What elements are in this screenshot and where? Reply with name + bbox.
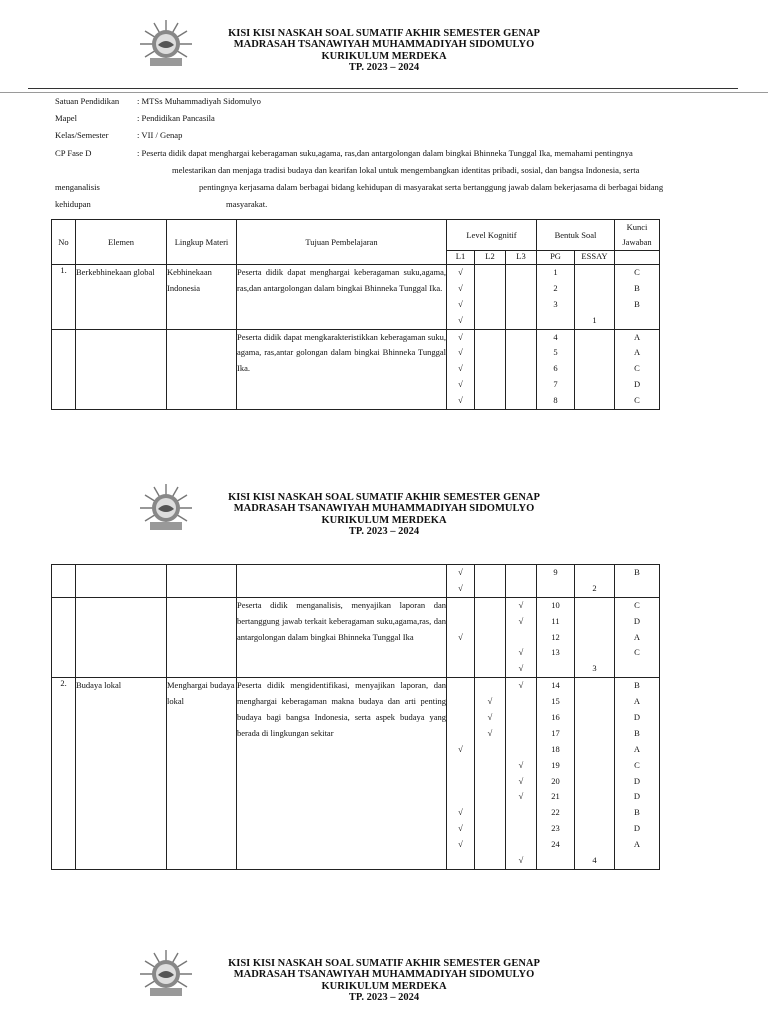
kelas-label: Kelas/Semester xyxy=(55,130,109,141)
mapel-label: Mapel xyxy=(55,113,77,124)
col-essay-header: ESSAY xyxy=(575,251,615,265)
col-pg-header: PG xyxy=(537,251,575,265)
l1-cell: √ √ √ √ xyxy=(447,265,475,330)
essay-cell: 3 xyxy=(575,597,615,677)
pg-cell: 4 5 6 7 8 xyxy=(537,329,575,409)
kelas-value: : VII / Genap xyxy=(137,130,183,141)
cp-line-2: melestarikan dan menjaga tradisi budaya dan kearifan lokal untuk mengembangkan identitas pribadi, sosial, dan bangsa Indonesia, serta xyxy=(172,164,640,175)
col-l2-header: L2 xyxy=(475,251,506,265)
muhammadiyah-logo-icon xyxy=(136,482,196,534)
muhammadiyah-logo-icon xyxy=(136,18,196,70)
header-divider-thin xyxy=(0,92,768,93)
cp-line-3a: menganalisis xyxy=(55,181,100,192)
col-l3-header: L3 xyxy=(506,251,537,265)
pg-cell: 1 2 3 xyxy=(537,265,575,330)
lingkup-cell: Kebhinekaan Indonesia xyxy=(167,265,237,330)
col-level-header: Level Kognitif xyxy=(447,220,537,251)
muhammadiyah-logo-icon xyxy=(136,948,196,1000)
l3-cell: √ √ √ √ xyxy=(506,597,537,677)
l1-cell: √ √ xyxy=(447,565,475,598)
kunci-cell: B A D B A C D D B D A xyxy=(615,678,660,870)
cp-line-3b: pentingnya kerjasama dalam berbagai bidang kehidupan di masyarakat serta bertanggung jawab dalam bekerjasama di berbagai bidang xyxy=(199,181,664,192)
elemen-cell: Budaya lokal xyxy=(76,678,167,870)
table-row xyxy=(52,597,660,677)
kunci-cell: C B B xyxy=(615,265,660,330)
table-row xyxy=(52,329,660,409)
l3-cell: √ √ √ √ √ xyxy=(506,678,537,870)
cp-line-4a: kehidupan xyxy=(55,199,91,210)
table-row xyxy=(52,265,660,330)
cp-line-1: : Peserta didik dapat menghargai keberagaman suku,agama, ras,dan antargolongan dalam bingkai Bhinneka Tunggal Ika, memahami pentingnya xyxy=(137,147,633,158)
cp-label: CP Fase D xyxy=(55,147,92,158)
document-title: KISI KISI NASKAH SOAL SUMATIF AKHIR SEMESTER GENAP MADRASAH TSANAWIYAH MUHAMMADIYAH SIDOMULYO KURIKULUM MERDEKA TP. 2023 – 2024 xyxy=(228,28,540,73)
essay-cell: 1 xyxy=(575,265,615,330)
kisi-table-page-2 xyxy=(51,564,660,870)
row-number: 2. xyxy=(52,678,76,870)
col-elemen-header: Elemen xyxy=(76,220,167,265)
essay-cell: 4 xyxy=(575,678,615,870)
l1-cell: √ √ √ √ √ xyxy=(447,329,475,409)
header-divider xyxy=(28,88,738,89)
tujuan-cell: Peserta didik dapat mengkarakteristikkan keberagaman suku, agama, ras,antar golongan dalam bingkai Bhinneka Tunggal Ika. xyxy=(237,329,447,409)
document-title: KISI KISI NASKAH SOAL SUMATIF AKHIR SEMESTER GENAP MADRASAH TSANAWIYAH MUHAMMADIYAH SIDOMULYO KURIKULUM MERDEKA TP. 2023 – 2024 xyxy=(228,958,540,1003)
l1-cell: √ xyxy=(447,597,475,677)
col-kunci-header: Kunci Jawaban xyxy=(615,220,660,251)
pg-cell: 9 xyxy=(537,565,575,598)
col-no-header: No xyxy=(52,220,76,265)
cp-line-4b: masyarakat. xyxy=(226,199,268,210)
pg-cell: 10 11 12 13 xyxy=(537,597,575,677)
pg-cell: 14 15 16 17 18 19 20 21 22 23 24 xyxy=(537,678,575,870)
tujuan-cell: Peserta didik menganalisis, menyajikan laporan dan bertanggung jawab terkait keberagaman suku,agama,ras, dan antargolongan dalam bingkai Bhinneka Tunggal Ika xyxy=(237,597,447,677)
col-l1-header: L1 xyxy=(447,251,475,265)
page-header-2 xyxy=(0,472,768,544)
row-number: 1. xyxy=(52,265,76,330)
col-tujuan-header: Tujuan Pembelajaran xyxy=(237,220,447,265)
satuan-value: : MTSs Muhammadiyah Sidomulyo xyxy=(137,96,261,106)
elemen-cell: Berkebhinekaan global xyxy=(76,265,167,330)
lingkup-cell: Menghargai budaya lokal xyxy=(167,678,237,870)
l2-cell: √ √ √ xyxy=(475,678,506,870)
l1-cell: √ √ √ √ xyxy=(447,678,475,870)
tujuan-cell: Peserta didik dapat menghargai keberagaman suku,agama, ras,dan antargolongan dalam bingkai Bhinneka Tunggal Ika. xyxy=(237,265,447,330)
essay-cell: 2 xyxy=(575,565,615,598)
document-title: KISI KISI NASKAH SOAL SUMATIF AKHIR SEMESTER GENAP MADRASAH TSANAWIYAH MUHAMMADIYAH SIDOMULYO KURIKULUM MERDEKA TP. 2023 – 2024 xyxy=(228,492,540,537)
l2-cell xyxy=(475,265,506,330)
col-lingkup-header: Lingkup Materi xyxy=(167,220,237,265)
kunci-cell: B xyxy=(615,565,660,598)
col-bentuk-header: Bentuk Soal xyxy=(537,220,615,251)
l3-cell xyxy=(506,265,537,330)
document-info xyxy=(55,96,735,216)
kunci-cell: C D A C xyxy=(615,597,660,677)
satuan-label: Satuan Pendidikan xyxy=(55,96,120,106)
mapel-value: : Pendidikan Pancasila xyxy=(137,113,215,124)
tujuan-cell: Peserta didik mengidentifikasi, menyajikan laporan, dan menghargai keberagaman makna budaya dan arti penting budaya bagi bangsa Indonesia, serta aspek budaya yang berada di lingkungan sekitar xyxy=(237,678,447,870)
kunci-cell: A A C D C xyxy=(615,329,660,409)
page-header-3 xyxy=(0,938,768,1010)
table-row xyxy=(52,678,660,870)
table-row xyxy=(52,565,660,598)
kisi-table-page-1 xyxy=(51,219,660,410)
page-header-1 xyxy=(0,8,768,80)
